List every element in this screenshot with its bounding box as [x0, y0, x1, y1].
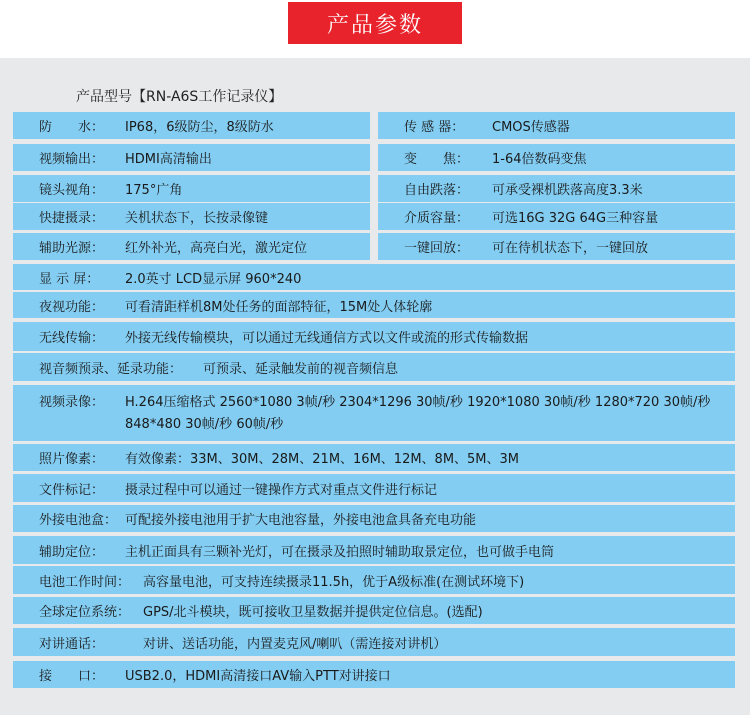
spec-value: 高容量电池，可支持连续摄录11.5h，优于A级标准(在测试环境下)	[143, 574, 525, 590]
spec-row	[13, 144, 370, 171]
spec-value: 可配接外接电池用于扩大电池容量，外接电池盒具备充电功能	[125, 513, 477, 528]
spec-label: 无线传输：	[39, 331, 105, 346]
spec-row	[13, 444, 735, 471]
spec-label: 辅助定位：	[39, 544, 105, 560]
spec-label: 传 感 器：	[404, 120, 465, 135]
spec-label: 外接电池盒：	[39, 513, 118, 528]
spec-row	[378, 203, 735, 230]
spec-label: 视频录像：	[39, 395, 105, 410]
spec-row	[13, 322, 735, 351]
spec-row	[13, 628, 735, 656]
spec-label: 辅助光源：	[39, 241, 105, 256]
spec-value: 可预录、延录触发前的视音频信息	[203, 361, 399, 377]
spec-value: GPS/北斗模块，既可接收卫星数据并提供定位信息。(选配)	[143, 605, 483, 620]
spec-label: 防 水：	[39, 120, 105, 135]
spec-value: CMOS传感器	[492, 120, 570, 135]
spec-row	[378, 112, 735, 139]
spec-value: 对讲、送话功能，内置麦克风/喇叭（需连接对讲机）	[143, 636, 447, 652]
spec-value: 可承受裸机跌落高度3.3米	[492, 183, 643, 198]
spec-label: 全球定位系统：	[39, 605, 131, 620]
spec-label: 电池工作时间：	[39, 574, 131, 590]
spec-value: HDMI高清输出	[125, 152, 212, 167]
spec-value: 关机状态下，长按录像键	[125, 211, 269, 226]
spec-row	[13, 203, 370, 230]
spec-row	[13, 566, 735, 594]
spec-row	[13, 264, 735, 290]
spec-label: 介质容量：	[404, 211, 470, 226]
spec-row	[13, 536, 735, 564]
spec-row	[13, 474, 735, 502]
spec-label: 镜头视角：	[39, 183, 105, 198]
spec-value: 可看清距样机8M处任务的面部特征，15M处人体轮廓	[125, 299, 433, 315]
spec-row	[13, 112, 370, 139]
spec-value: IP68，6级防尘，8级防水	[125, 120, 274, 135]
spec-value: 外接无线传输模块，可以通过无线通信方式以文件或流的形式传输数据	[125, 331, 529, 346]
spec-row	[13, 292, 735, 318]
spec-value: 主机正面具有三颗补光灯，可在摄录及拍照时辅助取景定位，也可做手电筒	[125, 544, 555, 560]
page-title: 产品参数	[288, 2, 462, 44]
spec-label: 变 焦：	[404, 152, 470, 167]
spec-value: 175°广角	[125, 183, 183, 198]
spec-row	[13, 353, 735, 381]
spec-value: 可在待机状态下，一键回放	[492, 241, 649, 256]
spec-row	[13, 505, 735, 532]
spec-row	[13, 385, 735, 441]
spec-label: 快捷摄录：	[39, 211, 105, 226]
spec-value: 可选16G 32G 64G三种容量	[492, 211, 659, 226]
spec-label: 对讲通话：	[39, 636, 105, 652]
spec-value: USB2.0，HDMI高清接口AV输入PTT对讲接口	[125, 669, 391, 684]
spec-label: 文件标记：	[39, 482, 105, 498]
spec-row	[378, 233, 735, 260]
spec-label: 视频输出：	[39, 152, 105, 167]
spec-label: 接 口：	[39, 669, 105, 684]
spec-value: 红外补光，高亮白光，激光定位	[125, 241, 308, 256]
spec-label: 一键回放：	[404, 241, 470, 256]
spec-row	[13, 661, 735, 688]
spec-row	[378, 144, 735, 171]
spec-value: 有效像素：33M、30M、28M、21M、16M、12M、8M、5M、3M	[125, 452, 520, 467]
product-model: 产品型号【RN-A6S工作记录仪】	[76, 89, 283, 105]
spec-label: 照片像素：	[39, 452, 105, 467]
spec-label: 视音频预录、延录功能：	[39, 361, 183, 377]
spec-row	[13, 597, 735, 624]
spec-value: 1-64倍数码变焦	[492, 152, 587, 167]
spec-label: 夜视功能：	[39, 299, 105, 315]
spec-value: 摄录过程中可以通过一键操作方式对重点文件进行标记	[125, 482, 438, 498]
spec-value: 2.0英寸 LCD显示屏 960*240	[125, 271, 302, 287]
spec-row	[13, 175, 370, 202]
spec-row	[13, 233, 370, 260]
spec-row	[378, 175, 735, 202]
spec-value: H.264压缩格式 2560*1080 3帧/秒 2304*1296 30帧/秒 1920*1080 30帧/秒 1280*720 30帧/秒 848*480 30帧/秒 60帧/秒	[125, 395, 711, 432]
spec-label: 显 示 屏：	[39, 271, 100, 287]
spec-label: 自由跌落：	[404, 183, 470, 198]
